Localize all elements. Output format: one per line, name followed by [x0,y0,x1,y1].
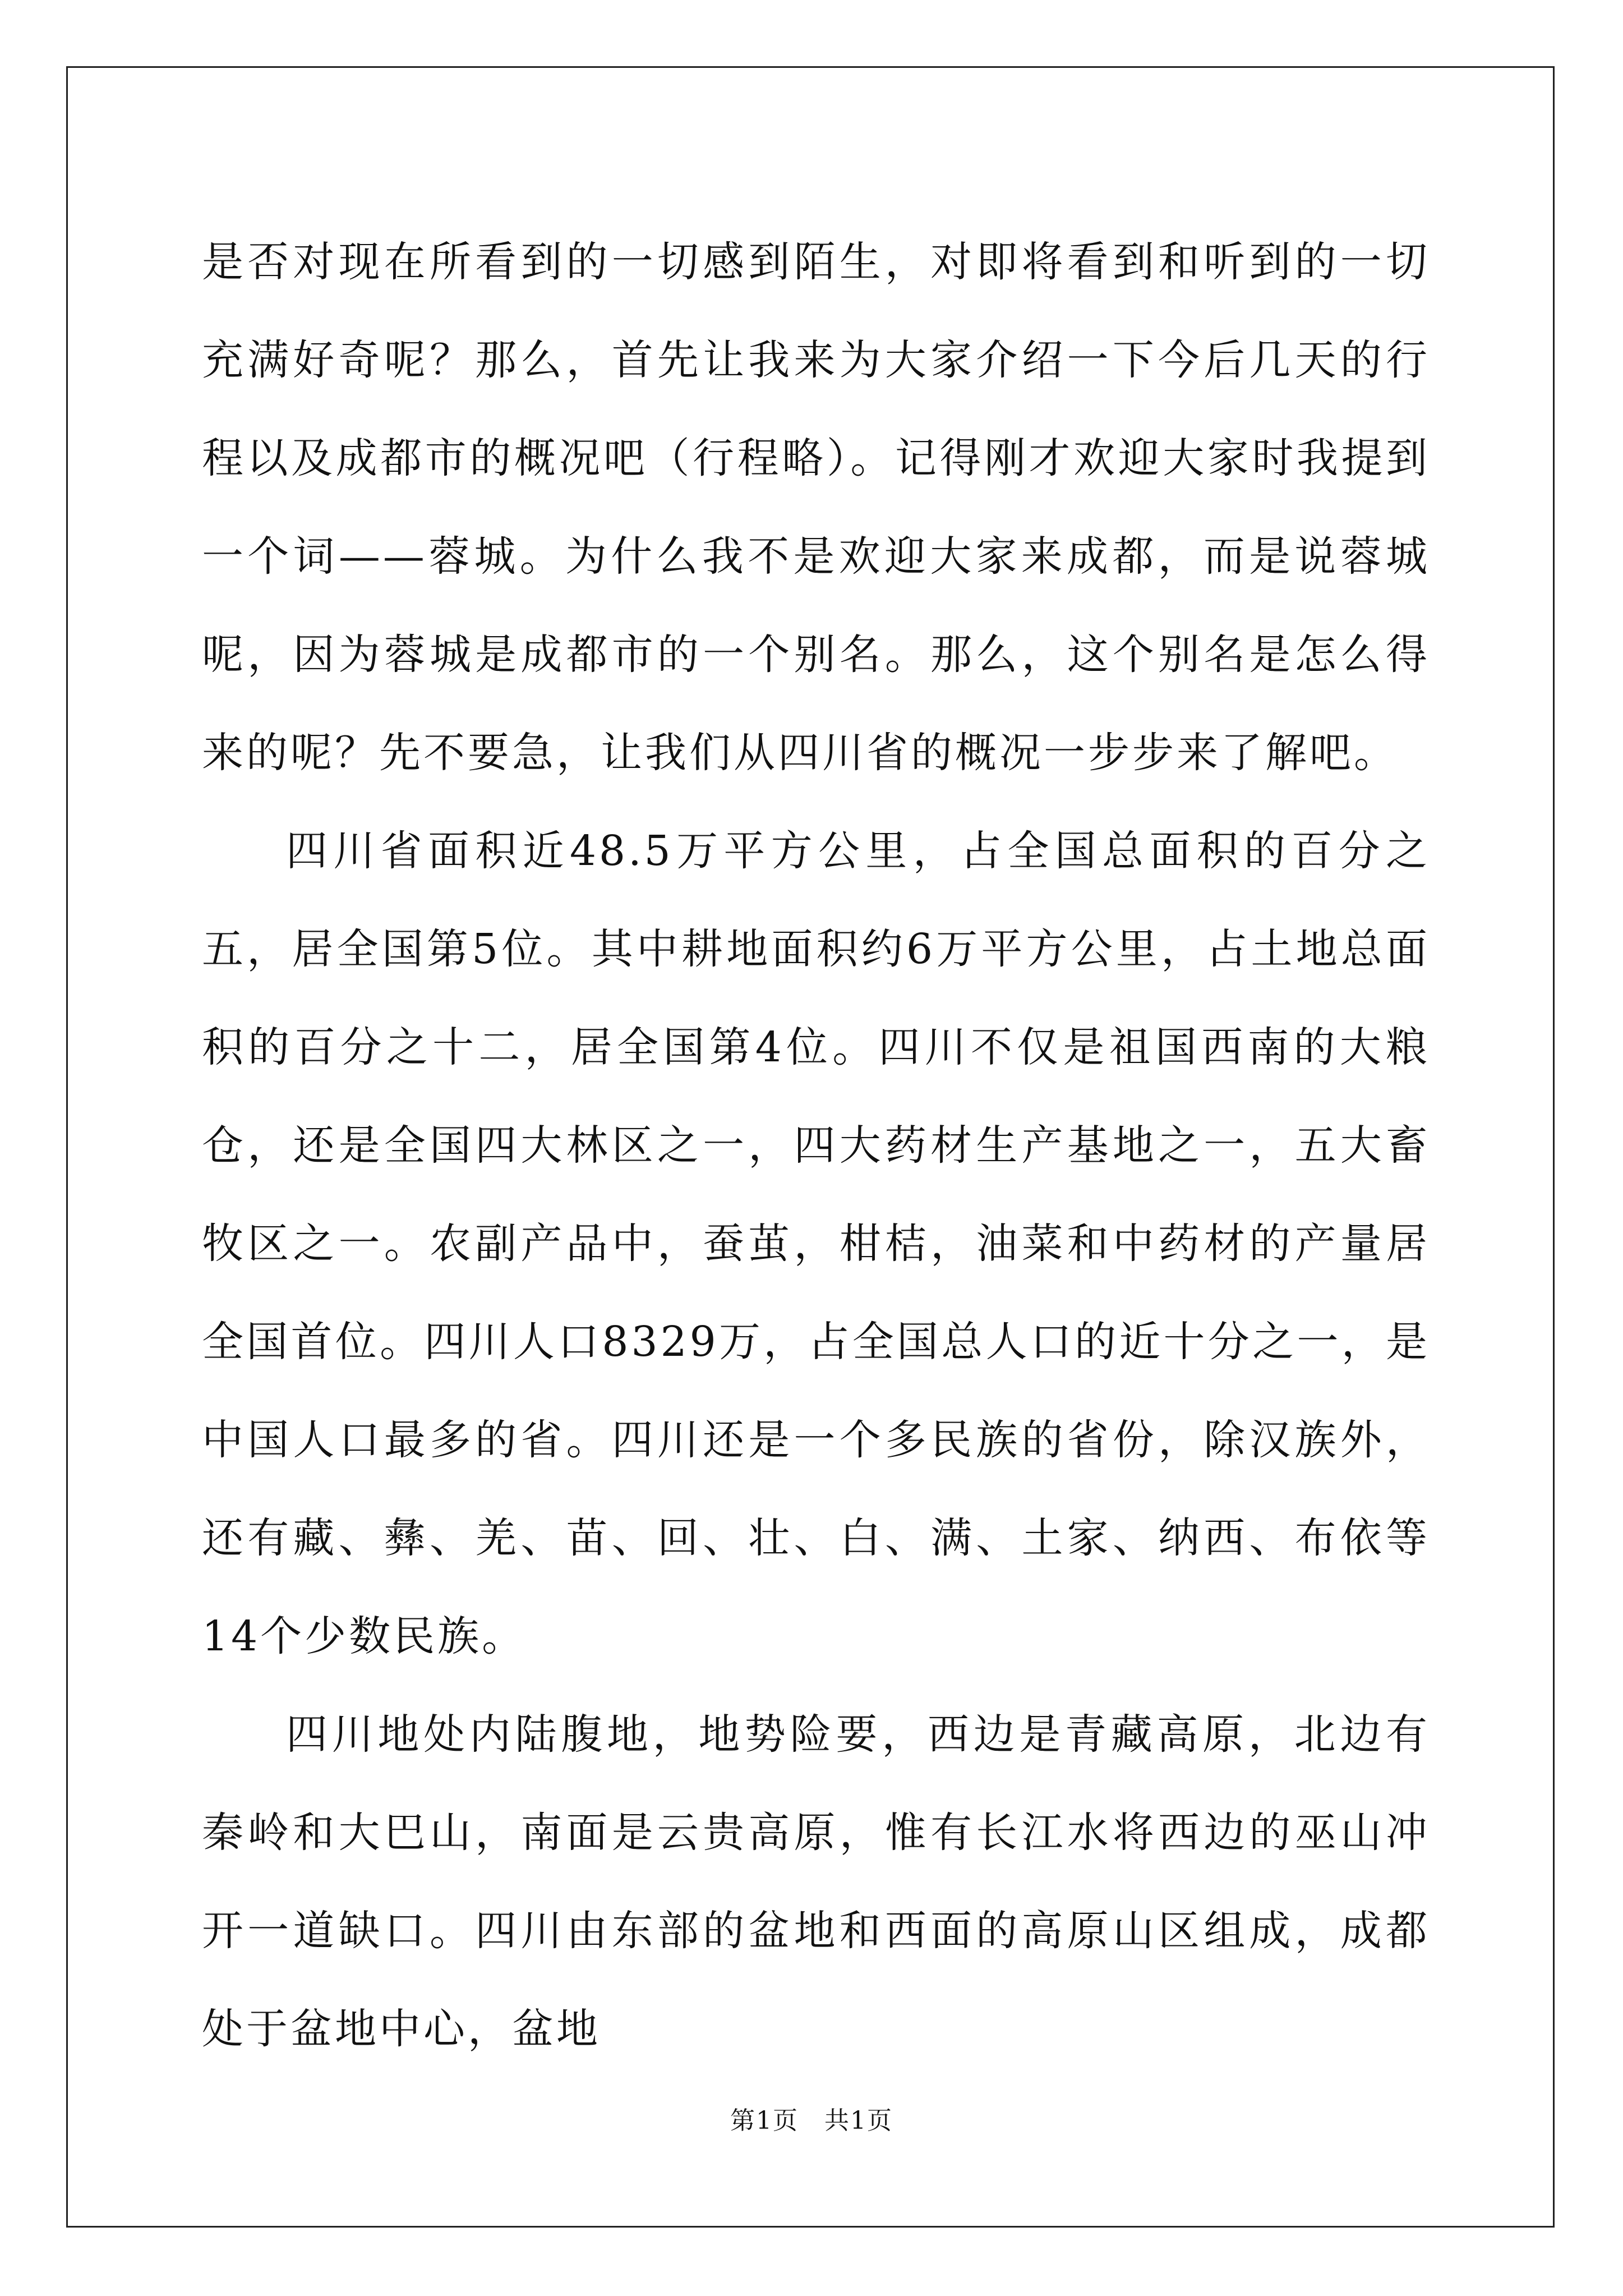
paragraph-1: 是否对现在所看到的一切感到陌生，对即将看到和听到的一切充满好奇呢？那么，首先让我来为大家介绍一下今后几天的行程以及成都市的概况吧（行程略）。记得刚才欢迎大家时我提到一个词——蓉城。为什么我不是欢迎大家来成都，而是说蓉城呢，因为蓉城是成都市的一个别名。那么，这个别名是怎么得来的呢？先不要急，让我们从四川省的概况一步步来了解吧。 [202,238,1430,777]
paragraph-2: 四川省面积近48.5万平方公里，占全国总面积的百分之五，居全国第5位。其中耕地面积约6万平方公里，占土地总面积的百分之十二，居全国第4位。四川不仅是祖国西南的大粮仓，还是全国四大林区之一，四大药材生产基地之一，五大畜牧区之一。农副产品中，蚕茧，柑桔，油菜和中药材的产量居全国首位。四川人口8329万，占全国总人口的近十分之一，是中国人口最多的省。四川还是一个多民族的省份，除汉族外，还有藏、彝、羌、苗、回、壮、白、满、土家、纳西、布依等14个少数民族。 [202,827,1430,1660]
page-footer: 第1页 共1页 [730,2106,893,2135]
paragraph-3: 四川地处内陆腹地，地势险要，西边是青藏高原，北边有秦岭和大巴山，南面是云贵高原，惟有长江水将西边的巫山冲开一道缺口。四川由东部的盆地和西面的高原山区组成，成都处于盆地中心，盆地 [202,1710,1430,2053]
document-body [202,213,1430,2078]
